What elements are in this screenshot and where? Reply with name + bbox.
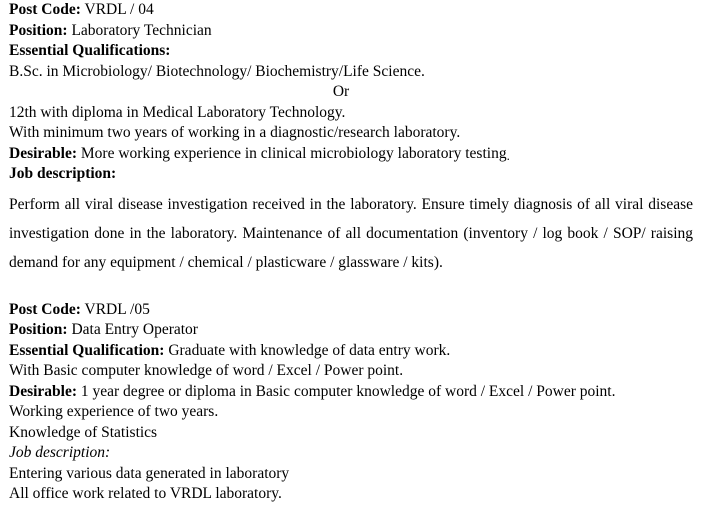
position-line	[9, 21, 699, 42]
desirable-text: Working experience of two years.	[9, 403, 219, 420]
qualification-value: Graduate with knowledge of data entry work.	[168, 341, 451, 359]
qualification-text: B.Sc. in Microbiology/ Biotechnology/ Biochemistry/Life Science.	[9, 62, 425, 80]
post-code-label: Post Code:	[9, 300, 81, 318]
desirable-label: Desirable:	[9, 144, 78, 162]
post-code-label: Post Code:	[9, 1, 81, 18]
position-label: Position:	[9, 321, 68, 338]
post-code-line	[9, 0, 699, 21]
position-line	[9, 320, 699, 341]
position-label: Position:	[9, 21, 68, 39]
position-value: Data Entry Operator	[71, 321, 198, 338]
job-description-text: All office work related to VRDL laboratory.	[9, 485, 282, 502]
desirable-trailing-mark: .	[506, 147, 510, 163]
job-description-heading: Job description:	[9, 165, 117, 182]
job-description-heading: Job description:	[9, 444, 111, 461]
post-section-vrdl-05	[9, 300, 699, 505]
qualification-line	[9, 341, 699, 362]
post-code-line	[9, 300, 699, 321]
desirable-value: More working experience in clinical microbiology laboratory testing	[80, 144, 507, 162]
or-separator: Or	[332, 83, 350, 100]
qualifications-heading: Essential Qualifications:	[9, 42, 171, 59]
post-section-vrdl-04	[9, 0, 699, 277]
qualification-text: With Basic computer knowledge of word / Excel / Power point.	[9, 362, 404, 379]
position-value: Laboratory Technician	[71, 21, 212, 39]
desirable-value: 1 year degree or diploma in Basic computer knowledge of word / Excel / Power point.	[80, 382, 616, 400]
post-code-value: VRDL / 04	[84, 1, 154, 18]
section-spacer	[9, 277, 699, 300]
document-page	[9, 0, 699, 505]
job-description-text: Entering various data generated in laboratory	[9, 464, 290, 482]
job-description-paragraph: Perform all viral disease investigation received in the laboratory. Ensure timely diagnosis of all viral disease investigation done in the laboratory. Maintenance of all documentation (inventory / log book / SOP/ raising demand for any equipment / chemical / plasticware / glassware / kits).	[9, 195, 693, 271]
qualification-text: 12th with diploma in Medical Laboratory Technology.	[9, 103, 346, 121]
desirable-line	[9, 382, 699, 403]
desirable-line	[9, 144, 699, 165]
post-code-value: VRDL /05	[84, 300, 150, 318]
qualification-text: With minimum two years of working in a diagnostic/research laboratory.	[9, 124, 461, 141]
desirable-text: Knowledge of Statistics	[9, 423, 158, 441]
qualification-label: Essential Qualification:	[9, 341, 165, 359]
desirable-label: Desirable:	[9, 382, 78, 400]
